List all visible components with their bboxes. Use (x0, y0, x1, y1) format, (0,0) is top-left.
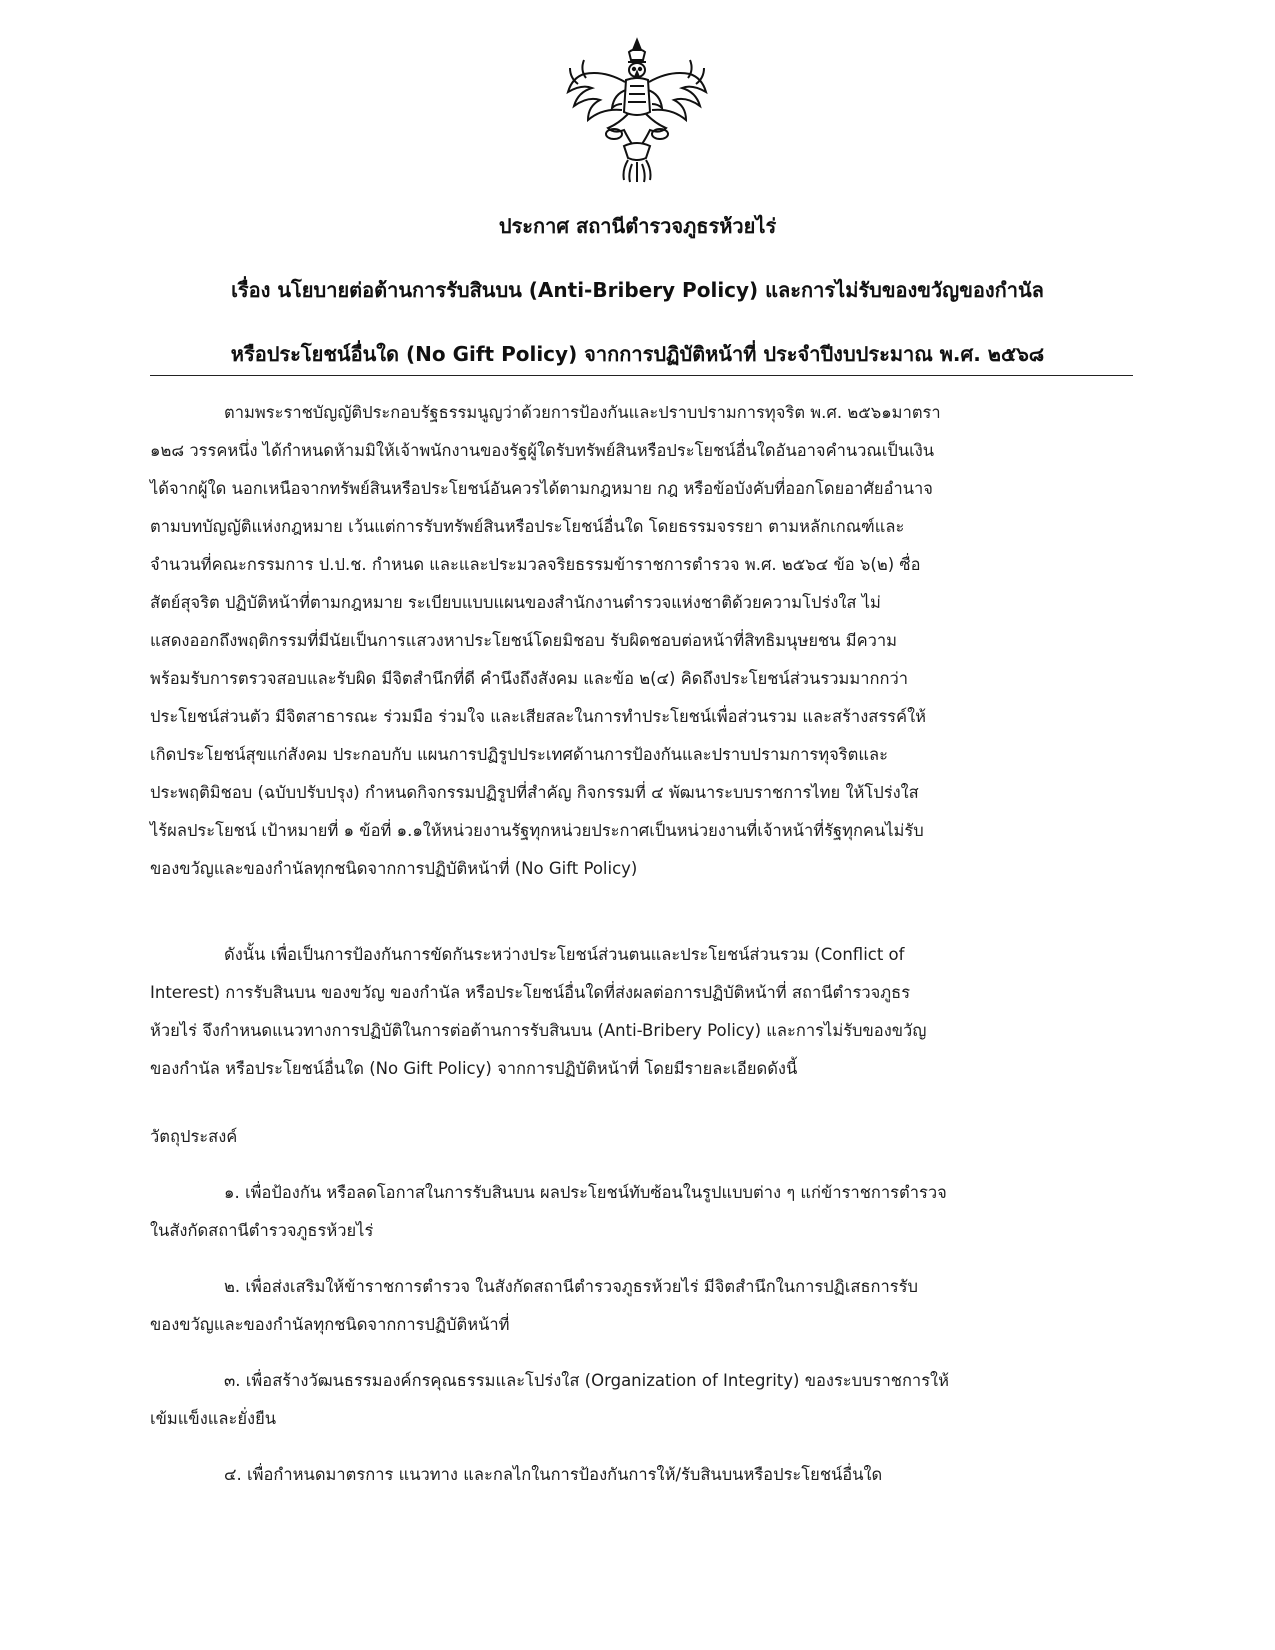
text-line: ๑๒๘ วรรคหนึ่ง ได้กำหนดห้ามมิให้เจ้าพนักงานของรัฐผู้ใดรับทรัพย์สินหรือประโยชน์อื่นใดอันอาจคำนวณเป็นเงิน (150, 441, 935, 460)
text-line: สัตย์สุจริต ปฏิบัติหน้าที่ตามกฎหมาย ระเบียบแบบแผนของสำนักงานตำรวจแห่งชาติด้วยความโปร่งใส ไม่ (150, 593, 881, 612)
text-line: ได้จากผู้ใด นอกเหนือจากทรัพย์สินหรือประโยชน์อันควรได้ตามกฎหมาย กฎ หรือข้อบังคับที่ออกโดยอาศัยอำนาจ (150, 479, 933, 498)
subject-line-2: หรือประโยชน์อื่นใด (No Gift Policy) จากการปฏิบัติหน้าที่ ประจำปีงบประมาณ พ.ศ. ๒๕๖๘ (230, 342, 1045, 366)
objective-item-2 (150, 1268, 1135, 1344)
text-line: จำนวนที่คณะกรรมการ ป.ป.ช. กำหนด และและประมวลจริยธรรมข้าราชการตำรวจ พ.ศ. ๒๕๖๔ ข้อ ๖(๒) ซื่อ (150, 555, 921, 574)
header-divider (150, 375, 1133, 376)
paragraph-policy-statement (150, 936, 1135, 1088)
announcement-title: ประกาศ สถานีตำรวจภูธรห้วยไร่ (498, 214, 777, 238)
objective-item-3 (150, 1362, 1135, 1438)
text-line: ของกำนัล หรือประโยชน์อื่นใด (No Gift Policy) จากการปฏิบัติหน้าที่ โดยมีรายละเอียดดังนี้ (150, 1059, 798, 1078)
paragraph-legal-basis (150, 394, 1135, 888)
text-line: ๓. เพื่อสร้างวัฒนธรรมองค์กรคุณธรรมและโปร่งใส (Organization of Integrity) ของระบบราชการให้ (224, 1371, 949, 1390)
text-line: ห้วยไร่ จึงกำหนดแนวทางการปฏิบัติในการต่อต้านการรับสินบน (Anti-Bribery Policy) และการไม่รับของขวัญ (150, 1021, 927, 1040)
text-line: ตามพระราชบัญญัติประกอบรัฐธรรมนูญว่าด้วยการป้องกันและปราบปรามการทุจริต พ.ศ. ๒๕๖๑มาตรา (224, 403, 941, 422)
text-line: ประโยชน์ส่วนตัว มีจิตสาธารณะ ร่วมมือ ร่วมใจ และเสียสละในการทำประโยชน์เพื่อส่วนรวม และสร้างสรรค์ให้ (150, 707, 927, 726)
text-line: แสดงออกถึงพฤติกรรมที่มีนัยเป็นการแสวงหาประโยชน์โดยมิชอบ รับผิดชอบต่อหน้าที่สิทธิมนุษยชน มีความ (150, 631, 898, 650)
text-line: ไร้ผลประโยชน์ เป้าหมายที่ ๑ ข้อที่ ๑.๑ให้หน่วยงานรัฐทุกหน่วยประกาศเป็นหน่วยงานที่เจ้าหน้าที่รัฐทุกคนไม่รับ (150, 821, 924, 840)
text-line: ของขวัญและของกำนัลทุกชนิดจากการปฏิบัติหน้าที่ (No Gift Policy) (150, 859, 638, 878)
text-line: ๑. เพื่อป้องกัน หรือลดโอกาสในการรับสินบน ผลประโยชน์ทับซ้อนในรูปแบบต่าง ๆ แก่ข้าราชการตำรวจ (224, 1183, 947, 1202)
text-line: เกิดประโยชน์สุขแก่สังคม ประกอบกับ แผนการปฏิรูปประเทศด้านการป้องกันและปราบปรามการทุจริตและ (150, 745, 888, 764)
objective-item-1 (150, 1174, 1135, 1250)
text-line: ตามบทบัญญัติแห่งกฎหมาย เว้นแต่การรับทรัพย์สินหรือประโยชน์อื่นใด โดยธรรมจรรยา ตามหลักเกณฑ์และ (150, 517, 905, 536)
text-line: พร้อมรับการตรวจสอบและรับผิด มีจิตสำนึกที่ดี คำนึงถึงสังคม และข้อ ๒(๔) คิดถึงประโยชน์ส่วนรวมมากกว่า (150, 669, 908, 688)
objective-item-4 (150, 1456, 1135, 1494)
text-line: ในสังกัดสถานีตำรวจภูธรห้วยไร่ (150, 1221, 374, 1240)
text-line: เข้มแข็งและยั่งยืน (150, 1409, 277, 1428)
subject-line-1: เรื่อง นโยบายต่อต้านการรับสินบน (Anti-Bribery Policy) และการไม่รับของขวัญของกำนัล (231, 278, 1044, 302)
text-line: Interest) การรับสินบน ของขวัญ ของกำนัล หรือประโยชน์อื่นใดที่ส่งผลต่อการปฏิบัติหน้าที่ สถานีตำรวจภูธร (150, 983, 911, 1002)
text-line: ๔. เพื่อกำหนดมาตรการ แนวทาง และกลไกในการป้องกันการให้/รับสินบนหรือประโยชน์อื่นใด (224, 1465, 883, 1484)
text-line: วัตถุประสงค์ (150, 1127, 238, 1146)
text-line: ของขวัญและของกำนัลทุกชนิดจากการปฏิบัติหน้าที่ (150, 1315, 510, 1334)
objectives-heading (150, 1118, 1135, 1156)
text-line: ๒. เพื่อส่งเสริมให้ข้าราชการตำรวจ ในสังกัดสถานีตำรวจภูธรห้วยไร่ มีจิตสำนึกในการปฏิเสธการรับ (224, 1277, 918, 1296)
text-line: ประพฤติมิชอบ (ฉบับปรับปรุง) กำหนดกิจกรรมปฏิรูปที่สำคัญ กิจกรรมที่ ๔ พัฒนาระบบราชการไทย ให้โปร่งใส (150, 783, 919, 802)
text-line: ดังนั้น เพื่อเป็นการป้องกันการขัดกันระหว่างประโยชน์ส่วนตนและประโยชน์ส่วนรวม (Conflict of (224, 945, 905, 964)
garuda-emblem-icon (562, 34, 712, 184)
